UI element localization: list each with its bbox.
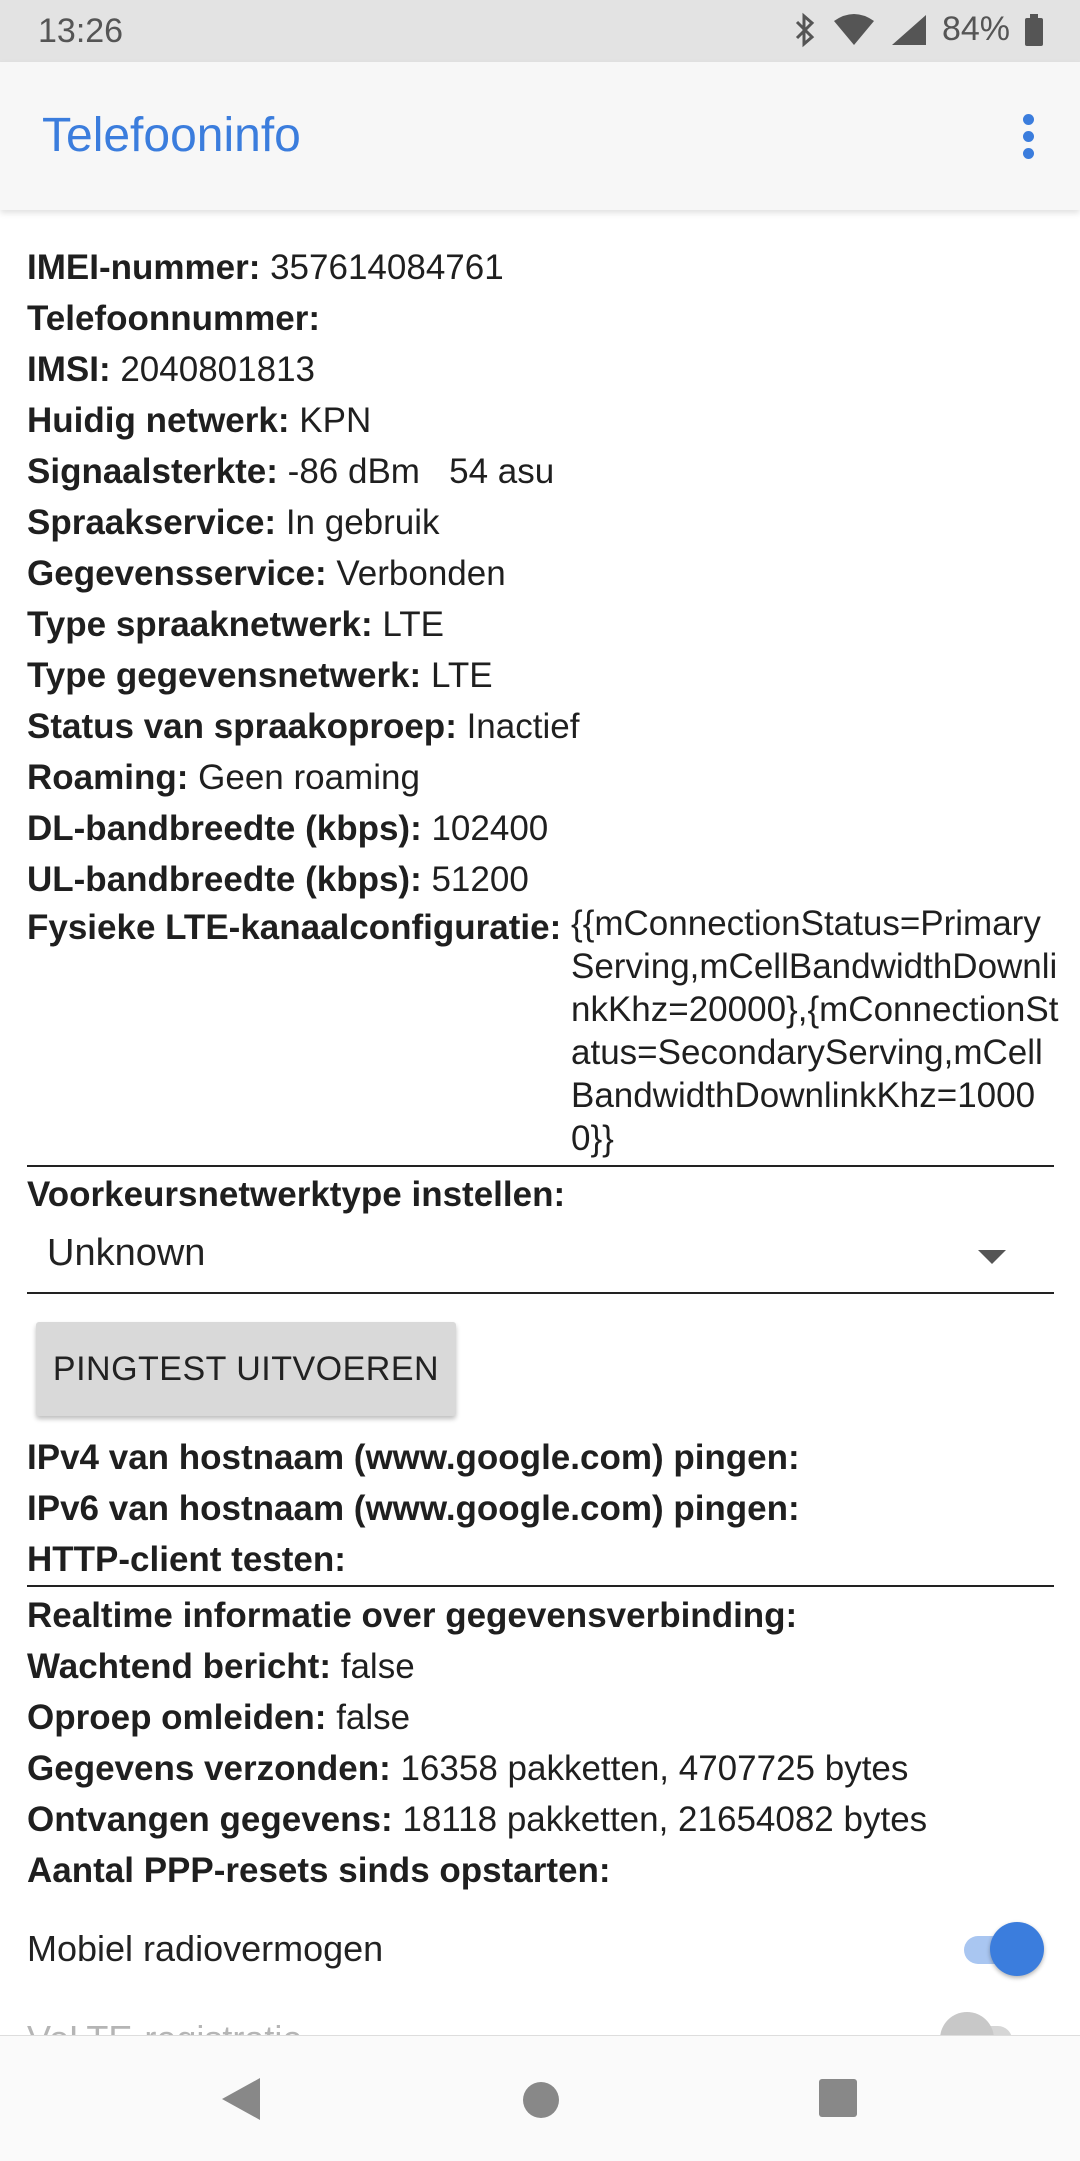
cell-signal-icon [890,13,928,47]
roaming-label: Roaming: [27,758,189,797]
voice-network-type-value: LTE [382,605,444,644]
battery-percent: 84% [941,10,1010,48]
phone-info-content[interactable] [0,210,1080,2035]
dl-bandwidth-label: DL-bandbreedte (kbps): [27,809,422,848]
roaming-row [27,752,420,803]
ipv6-ping-row [27,1483,800,1534]
network-value: KPN [299,401,372,440]
http-client-label: HTTP-client testen: [27,1540,346,1579]
network-row [27,395,371,446]
realtime-heading-row [27,1590,797,1641]
ping-test-button[interactable]: PINGTEST UITVOEREN [36,1322,456,1416]
call-forward-row [27,1692,410,1743]
voice-network-type-label: Type spraaknetwerk: [27,605,373,644]
data-service-label: Gegevensservice: [27,554,327,593]
signal-row [27,446,554,497]
back-icon[interactable] [218,2076,262,2127]
data-network-type-row [27,650,493,701]
call-forward-label: Oproep omleiden: [27,1698,327,1737]
data-received-row [27,1794,927,1845]
ipv6-ping-label: IPv6 van hostnaam (www.google.com) pingen: [27,1489,800,1528]
call-status-row [27,701,579,752]
toggle-thumb [990,1922,1044,1976]
more-vert-icon[interactable] [1016,114,1040,160]
ul-bandwidth-value: 51200 [431,860,529,899]
data-sent-value: 16358 pakketten, 4707725 bytes [400,1749,909,1788]
voice-network-type-row [27,599,444,650]
mobile-radio-label: Mobiel radiovermogen [27,1928,384,1969]
wifi-icon [832,13,876,47]
http-client-row [27,1534,346,1585]
recent-apps-icon[interactable] [818,2078,858,2123]
lte-config-value: {{mConnectionStatus=PrimaryServing,mCellBandwidthDownlinkKhz=20000},{mConnectionStatus=SecondaryServing,mCellBandwidthDownlinkKhz=10000}} [571,904,1059,1158]
preferred-network-select[interactable] [27,1222,1054,1294]
divider [27,1585,1054,1587]
data-service-value: Verbonden [336,554,506,593]
status-time: 13:26 [38,12,124,50]
mobile-radio-toggle[interactable] [960,1922,1044,1976]
preferred-network-value: Unknown [47,1232,206,1274]
ul-bandwidth-row [27,854,529,905]
status-bar [0,0,1080,62]
data-received-label: Ontvangen gegevens: [27,1800,393,1839]
voice-service-row [27,497,440,548]
voice-service-label: Spraakservice: [27,503,277,542]
ipv4-ping-row [27,1432,800,1483]
imsi-label: IMSI: [27,350,111,389]
imei-row [27,242,504,293]
data-sent-row [27,1743,908,1794]
data-network-type-label: Type gegevensnetwerk: [27,656,422,695]
ppp-resets-row [27,1845,611,1896]
data-service-row [27,548,506,599]
imei-label: IMEI-nummer: [27,248,261,287]
ppp-resets-label: Aantal PPP-resets sinds opstarten: [27,1851,611,1890]
dropdown-arrow-icon [978,1250,1006,1264]
signal-value: -86 dBm 54 asu [287,452,555,491]
call-forward-value: false [336,1698,411,1737]
dl-bandwidth-row [27,803,548,854]
page-title: Telefooninfo [42,109,301,162]
data-received-value: 18118 pakketten, 21654082 bytes [402,1800,928,1839]
navigation-bar [0,2035,1080,2161]
bluetooth-icon [792,13,818,47]
ul-bandwidth-label: UL-bandbreedte (kbps): [27,860,422,899]
waiting-message-row [27,1641,415,1692]
divider [27,1165,1054,1167]
home-icon[interactable] [522,2081,560,2124]
lte-config-label: Fysieke LTE-kanaalconfiguratie: [27,908,562,947]
data-sent-label: Gegevens verzonden: [27,1749,391,1788]
signal-label: Signaalsterkte: [27,452,278,491]
phone-number-row [27,293,320,344]
waiting-message-value: false [340,1647,415,1686]
voice-service-value: In gebruik [285,503,440,542]
app-bar [0,62,1080,210]
network-label: Huidig netwerk: [27,401,290,440]
phone-number-label: Telefoonnummer: [27,299,320,338]
imei-value: 357614084761 [270,248,504,287]
waiting-message-label: Wachtend bericht: [27,1647,331,1686]
dl-bandwidth-value: 102400 [431,809,549,848]
call-status-value: Inactief [466,707,580,746]
roaming-value: Geen roaming [198,758,420,797]
battery-icon [1024,13,1044,47]
imsi-value: 2040801813 [120,350,315,389]
imsi-row [27,344,315,395]
ipv4-ping-label: IPv4 van hostnaam (www.google.com) pingen: [27,1438,800,1477]
preferred-network-label: Voorkeursnetwerktype instellen: [27,1175,566,1214]
realtime-heading: Realtime informatie over gegevensverbinding: [27,1596,798,1635]
call-status-label: Status van spraakoproep: [27,707,457,746]
data-network-type-value: LTE [430,656,493,695]
